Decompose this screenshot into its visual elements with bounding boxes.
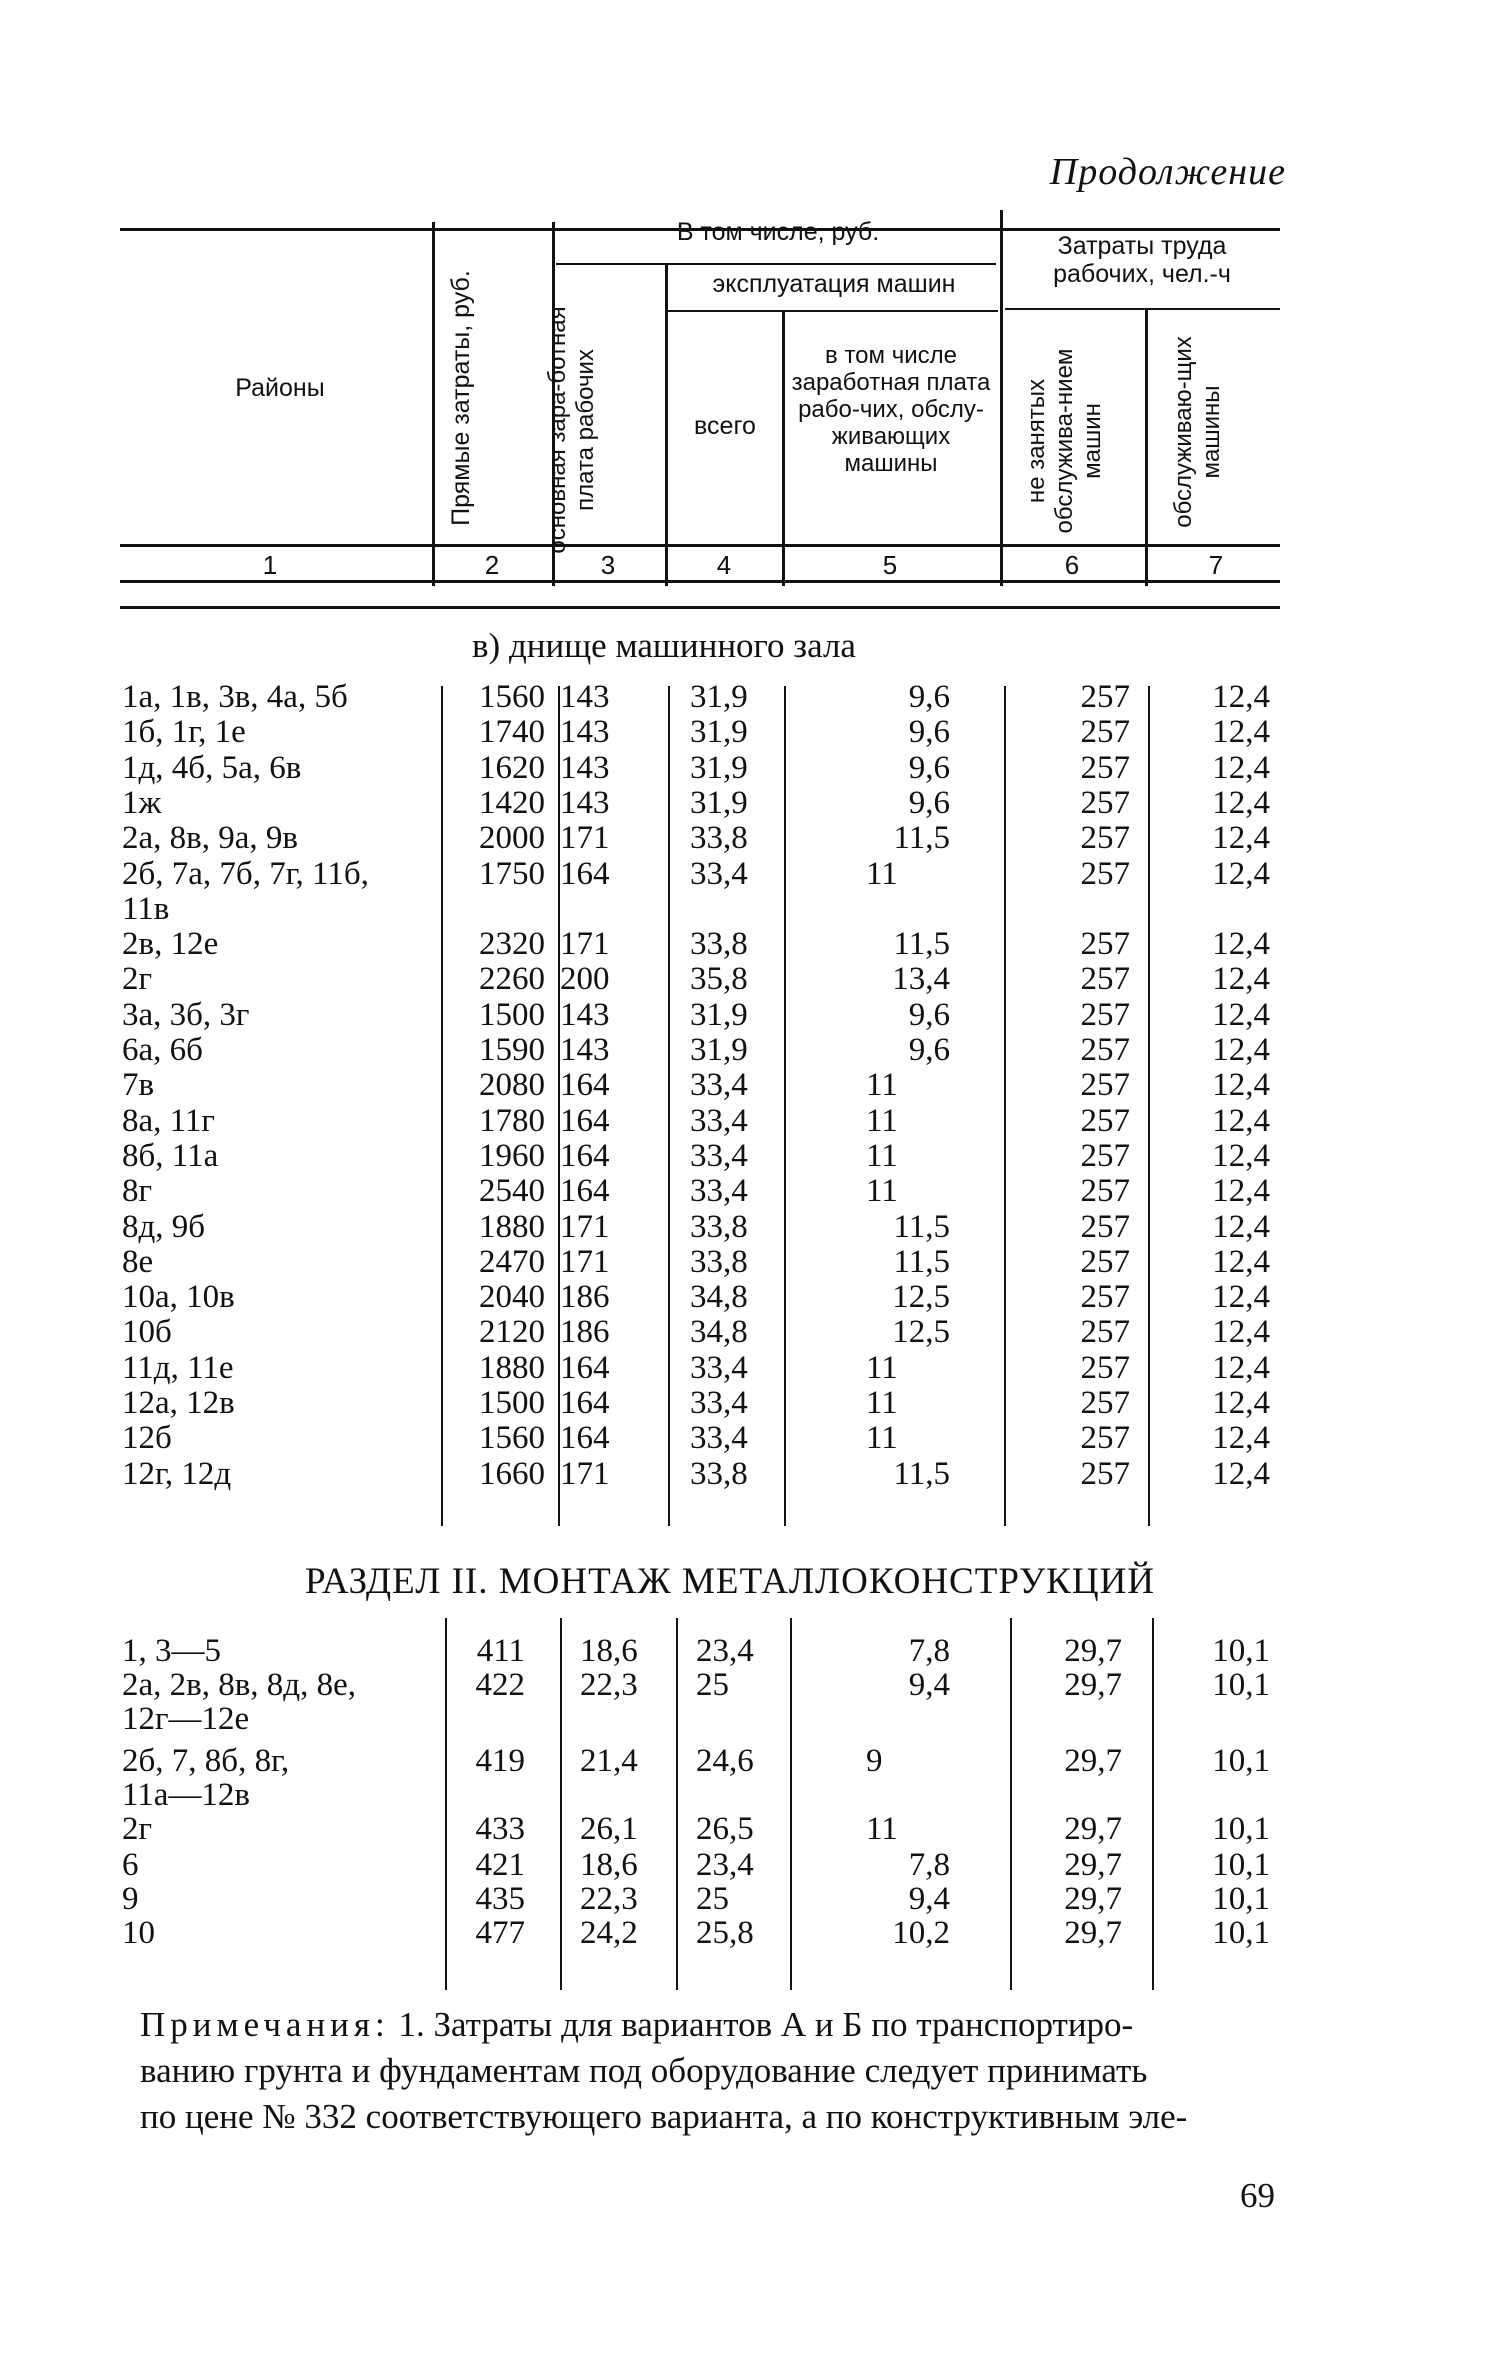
header-incl-wage: в том числе заработная плата рабо-чих, обслу-живающих машины <box>791 342 991 477</box>
cell-c7: 12,4 <box>1212 1385 1270 1421</box>
cell-c6: 257 <box>1080 1279 1130 1316</box>
cell-c3: 186 <box>560 1314 610 1351</box>
cell-region: 8д, 9б <box>122 1208 206 1245</box>
col-number-5: 5 <box>882 550 898 580</box>
cell-c4: 31,9 <box>690 749 748 786</box>
col-divider-5 <box>1000 210 1003 586</box>
cell-c2: 2040 <box>479 1279 545 1316</box>
cell-c3: 186 <box>560 1279 610 1316</box>
cell-region: 8е <box>122 1243 154 1280</box>
table-row <box>0 715 1504 750</box>
cell-c6: 29,7 <box>1064 1633 1122 1669</box>
cell-region: 12г, 12д <box>122 1455 232 1492</box>
cell-region: 11в <box>122 890 170 927</box>
cell-c3: 164 <box>560 1067 610 1104</box>
cell-c2: 2120 <box>479 1314 545 1351</box>
cell-c3: 171 <box>560 1243 610 1280</box>
cell-c2: 1590 <box>479 1032 545 1068</box>
cell-c2: 2000 <box>479 820 545 857</box>
cell-c3: 171 <box>560 926 610 963</box>
cell-c5: 7,8 <box>908 1847 950 1883</box>
cell-c4: 33,4 <box>690 855 748 892</box>
cell-c3: 24,2 <box>580 1915 638 1951</box>
cell-c5: 11 <box>866 1137 898 1174</box>
section-2-title: РАЗДЕЛ II. МОНТАЖ МЕТАЛЛОКОНСТРУКЦИЙ <box>304 1561 1156 1602</box>
cell-c7: 12,4 <box>1212 820 1270 857</box>
cell-c6: 29,7 <box>1064 1881 1122 1917</box>
cell-c2: 2470 <box>479 1243 545 1280</box>
cell-c6: 257 <box>1080 1243 1130 1280</box>
table-row <box>0 1174 1504 1209</box>
header-bottom-rule <box>120 606 1280 609</box>
cell-region: 2в, 12е <box>122 926 219 963</box>
cell-c7: 10,1 <box>1212 1633 1270 1669</box>
cell-c6: 257 <box>1080 1314 1130 1351</box>
cell-c5: 9,6 <box>908 714 950 751</box>
cell-c7: 12,4 <box>1212 1067 1270 1104</box>
cell-region: 2г <box>122 1811 153 1847</box>
cell-c4: 35,8 <box>690 961 748 998</box>
col-number-4: 4 <box>716 550 732 580</box>
cell-region: 8б, 11а <box>122 1137 219 1174</box>
cell-c6: 257 <box>1080 996 1130 1033</box>
col-divider-6 <box>1145 308 1148 586</box>
table-row <box>0 1778 1504 1813</box>
cell-c7: 12,4 <box>1212 679 1270 715</box>
cell-c5: 11 <box>866 1811 898 1847</box>
header-incl-group: В том числе, руб. <box>676 218 880 246</box>
table-row <box>0 1744 1504 1779</box>
cell-c2: 1740 <box>479 714 545 751</box>
cell-c6: 257 <box>1080 1137 1130 1174</box>
cell-c4: 33,4 <box>690 1067 748 1104</box>
cell-c3: 21,4 <box>580 1743 638 1779</box>
cell-region: 10а, 10в <box>122 1279 235 1316</box>
cell-c5: 10,2 <box>892 1915 950 1951</box>
table-row <box>0 1210 1504 1245</box>
cell-c4: 33,4 <box>690 1349 748 1386</box>
cell-c2: 419 <box>475 1743 525 1779</box>
table-row <box>0 1882 1504 1917</box>
cell-c6: 257 <box>1080 784 1130 821</box>
cell-c3: 18,6 <box>580 1847 638 1883</box>
cell-c2: 411 <box>476 1633 525 1669</box>
cell-c5: 11 <box>866 1420 898 1457</box>
cell-c5: 11 <box>866 855 898 892</box>
exploit-sub-rule <box>668 310 998 312</box>
cell-c4: 31,9 <box>690 1032 748 1068</box>
cell-c3: 164 <box>560 855 610 892</box>
footnote-text-1: 1. Затраты для вариантов А и Б по транспортиро- <box>398 2005 1134 2044</box>
cell-c4: 31,9 <box>690 679 748 715</box>
exploit-group-rule <box>556 263 996 265</box>
cell-region: 7в <box>122 1067 155 1104</box>
cell-c4: 33,8 <box>690 1208 748 1245</box>
cell-c6: 257 <box>1080 926 1130 963</box>
cell-c4: 33,8 <box>690 820 748 857</box>
cell-c5: 9 <box>866 1743 883 1779</box>
cell-c3: 164 <box>560 1385 610 1421</box>
cell-c7: 12,4 <box>1212 749 1270 786</box>
cell-c7: 12,4 <box>1212 714 1270 751</box>
table-row <box>0 1068 1504 1103</box>
header-regions: Районы <box>235 374 325 402</box>
cell-c3: 171 <box>560 1208 610 1245</box>
cell-c5: 9,6 <box>908 1032 950 1068</box>
cell-c5: 7,8 <box>908 1633 950 1669</box>
cell-c7: 12,4 <box>1212 1349 1270 1386</box>
cell-region: 2б, 7, 8б, 8г, <box>122 1743 290 1779</box>
cell-region: 10б <box>122 1314 172 1351</box>
cell-c6: 257 <box>1080 1455 1130 1492</box>
table-row <box>0 1245 1504 1280</box>
cell-c4: 33,4 <box>690 1173 748 1210</box>
cell-c6: 257 <box>1080 1385 1130 1421</box>
table-row <box>0 1315 1504 1350</box>
header-not-busy: не занятых обслужива-нием машин <box>1023 348 1106 534</box>
table-row <box>0 892 1504 927</box>
table-row <box>0 821 1504 856</box>
header-direct-costs: Прямые затраты, руб. <box>447 270 475 526</box>
cell-c4: 33,8 <box>690 926 748 963</box>
cell-c5: 9,4 <box>908 1881 950 1917</box>
table-row <box>0 1916 1504 1951</box>
cell-c7: 12,4 <box>1212 1208 1270 1245</box>
cell-c7: 12,4 <box>1212 1314 1270 1351</box>
cell-c5: 9,6 <box>908 679 950 715</box>
cell-c3: 164 <box>560 1102 610 1139</box>
cell-region: 1д, 4б, 5а, 6в <box>122 749 302 786</box>
cell-c7: 12,4 <box>1212 1173 1270 1210</box>
cell-c7: 12,4 <box>1212 1279 1270 1316</box>
table-row <box>0 1033 1504 1068</box>
cell-c7: 12,4 <box>1212 926 1270 963</box>
cell-c3: 143 <box>560 749 610 786</box>
cell-c5: 11,5 <box>893 926 950 963</box>
cell-c4: 34,8 <box>690 1314 748 1351</box>
cell-region: 2г <box>122 961 153 998</box>
cell-c7: 12,4 <box>1212 1243 1270 1280</box>
cell-c7: 12,4 <box>1212 1137 1270 1174</box>
cell-c7: 10,1 <box>1212 1847 1270 1883</box>
footnote-line-3: по цене № 332 соответствующего варианта, а по конструктивным эле- <box>140 2097 1188 2136</box>
cell-c3: 164 <box>560 1137 610 1174</box>
cell-c4: 24,6 <box>696 1743 754 1779</box>
header-serving: обслуживаю-щих машины <box>1170 336 1225 528</box>
cell-c5: 11 <box>866 1067 898 1104</box>
col-number-3: 3 <box>600 550 616 580</box>
cell-region: 1б, 1г, 1е <box>122 714 246 751</box>
cell-c7: 10,1 <box>1212 1743 1270 1779</box>
table-row <box>0 1457 1504 1492</box>
cell-c2: 1880 <box>479 1349 545 1386</box>
cell-c2: 422 <box>475 1667 525 1703</box>
cell-c4: 34,8 <box>690 1279 748 1316</box>
cell-c4: 33,8 <box>690 1243 748 1280</box>
cell-c6: 257 <box>1080 1032 1130 1068</box>
cell-c4: 23,4 <box>696 1847 754 1883</box>
cell-region: 9 <box>122 1881 139 1917</box>
cell-c6: 29,7 <box>1064 1915 1122 1951</box>
cell-c7: 10,1 <box>1212 1811 1270 1847</box>
cell-region: 1, 3—5 <box>122 1633 221 1669</box>
cell-c3: 164 <box>560 1173 610 1210</box>
cell-c4: 25 <box>696 1667 729 1703</box>
header-total: всего <box>694 412 756 440</box>
col-number-7: 7 <box>1208 550 1224 580</box>
cell-c4: 33,4 <box>690 1137 748 1174</box>
cell-c2: 1420 <box>479 784 545 821</box>
cell-region: 8г <box>122 1173 153 1210</box>
cell-c4: 31,9 <box>690 996 748 1033</box>
cell-c2: 435 <box>475 1881 525 1917</box>
cell-c4: 31,9 <box>690 784 748 821</box>
cell-c3: 164 <box>560 1420 610 1457</box>
table-row <box>0 751 1504 786</box>
cell-c7: 12,4 <box>1212 996 1270 1033</box>
cell-c2: 1780 <box>479 1102 545 1139</box>
footnote-label: Примечания: <box>140 2005 390 2044</box>
cell-c2: 2260 <box>479 961 545 998</box>
table-row <box>0 1634 1504 1669</box>
cell-c2: 1500 <box>479 996 545 1033</box>
header-exploit-group: эксплуатация машин <box>712 270 956 298</box>
cell-c2: 1620 <box>479 749 545 786</box>
cell-c4: 33,4 <box>690 1102 748 1139</box>
cell-c5: 11,5 <box>893 820 950 857</box>
table-row <box>0 1280 1504 1315</box>
cell-region: 12б <box>122 1420 172 1457</box>
table-row <box>0 1702 1504 1737</box>
cell-c3: 143 <box>560 784 610 821</box>
cell-c2: 1560 <box>479 1420 545 1457</box>
cell-c5: 11 <box>866 1173 898 1210</box>
table-row <box>0 1421 1504 1456</box>
table-row <box>0 1668 1504 1703</box>
cell-c6: 29,7 <box>1064 1743 1122 1779</box>
cell-c5: 13,4 <box>892 961 950 998</box>
table-row <box>0 1139 1504 1174</box>
cell-c5: 9,6 <box>908 749 950 786</box>
col-divider-4 <box>782 310 785 586</box>
cell-c5: 9,6 <box>908 784 950 821</box>
cell-region: 8а, 11г <box>122 1102 215 1139</box>
col-number-2: 2 <box>484 550 500 580</box>
cell-c2: 2540 <box>479 1173 545 1210</box>
table-row <box>0 1351 1504 1386</box>
cell-c5: 12,5 <box>892 1279 950 1316</box>
table-row <box>0 1848 1504 1883</box>
cell-region: 6а, 6б <box>122 1032 203 1068</box>
cell-c5: 11,5 <box>893 1243 950 1280</box>
cell-region: 12г—12е <box>122 1701 250 1737</box>
cell-c3: 171 <box>560 820 610 857</box>
cell-c3: 164 <box>560 1349 610 1386</box>
cell-c7: 12,4 <box>1212 1032 1270 1068</box>
cell-region: 2а, 2в, 8в, 8д, 8е, <box>122 1667 356 1703</box>
table-row <box>0 1812 1504 1847</box>
cell-c3: 22,3 <box>580 1667 638 1703</box>
cell-region: 12а, 12в <box>122 1385 235 1421</box>
cell-c2: 1560 <box>479 679 545 715</box>
cell-region: 6 <box>122 1847 139 1883</box>
cell-c3: 200 <box>560 961 610 998</box>
cell-c2: 1750 <box>479 855 545 892</box>
cell-region: 3а, 3б, 3г <box>122 996 250 1033</box>
cell-c4: 23,4 <box>696 1633 754 1669</box>
cell-c5: 12,5 <box>892 1314 950 1351</box>
col-number-6: 6 <box>1064 550 1080 580</box>
page-number: 69 <box>1240 2176 1275 2215</box>
cell-c4: 33,4 <box>690 1420 748 1457</box>
cell-c2: 1960 <box>479 1137 545 1174</box>
cell-c6: 29,7 <box>1064 1811 1122 1847</box>
cell-c4: 31,9 <box>690 714 748 751</box>
cell-region: 11д, 11е <box>122 1349 234 1386</box>
cell-region: 1а, 1в, 3в, 4а, 5б <box>122 679 348 715</box>
cell-c6: 257 <box>1080 749 1130 786</box>
cell-c7: 12,4 <box>1212 1102 1270 1139</box>
cell-c3: 143 <box>560 1032 610 1068</box>
table-row <box>0 680 1504 715</box>
cell-region: 10 <box>122 1915 155 1951</box>
cell-c3: 143 <box>560 714 610 751</box>
cell-c4: 33,4 <box>690 1385 748 1421</box>
footnote <box>140 2002 1300 2140</box>
cell-c5: 11 <box>866 1102 898 1139</box>
cell-c7: 12,4 <box>1212 961 1270 998</box>
cell-c2: 1500 <box>479 1385 545 1421</box>
cell-c5: 9,6 <box>908 996 950 1033</box>
cell-c3: 171 <box>560 1455 610 1492</box>
cell-c5: 11,5 <box>893 1455 950 1492</box>
cell-c3: 18,6 <box>580 1633 638 1669</box>
cell-c7: 12,4 <box>1212 784 1270 821</box>
cell-c6: 257 <box>1080 1349 1130 1386</box>
cell-c6: 257 <box>1080 1173 1130 1210</box>
footnote-line-2: ванию грунта и фундаментам под оборудование следует принимать <box>140 2051 1148 2090</box>
cell-c5: 11 <box>866 1349 898 1386</box>
cell-region: 2б, 7а, 7б, 7г, 11б, <box>122 855 369 892</box>
cell-c7: 12,4 <box>1212 1455 1270 1492</box>
cell-c3: 143 <box>560 679 610 715</box>
cell-c7: 10,1 <box>1212 1881 1270 1917</box>
cell-c3: 26,1 <box>580 1811 638 1847</box>
continuation-label: Продолжение <box>1049 151 1286 193</box>
cell-c2: 1880 <box>479 1208 545 1245</box>
cell-c2: 477 <box>475 1915 525 1951</box>
cell-c4: 25 <box>696 1881 729 1917</box>
section-v-title: в) днище машинного зала <box>472 626 856 665</box>
cell-c7: 12,4 <box>1212 855 1270 892</box>
cell-c4: 25,8 <box>696 1915 754 1951</box>
cell-c6: 257 <box>1080 1208 1130 1245</box>
cell-c3: 22,3 <box>580 1881 638 1917</box>
col-divider-1 <box>432 222 435 586</box>
table-row <box>0 962 1504 997</box>
cell-c4: 26,5 <box>696 1811 754 1847</box>
cell-region: 2а, 8в, 9а, 9в <box>122 820 298 857</box>
table-row <box>0 998 1504 1033</box>
cell-c6: 257 <box>1080 820 1130 857</box>
cell-c7: 10,1 <box>1212 1915 1270 1951</box>
cell-c6: 29,7 <box>1064 1847 1122 1883</box>
cell-c7: 10,1 <box>1212 1667 1270 1703</box>
cell-c5: 11 <box>866 1385 898 1421</box>
cell-c6: 29,7 <box>1064 1667 1122 1703</box>
cell-c5: 11,5 <box>893 1208 950 1245</box>
cell-region: 11а—12в <box>122 1777 251 1813</box>
cell-c6: 257 <box>1080 1420 1130 1457</box>
cell-c6: 257 <box>1080 1067 1130 1104</box>
cell-c2: 433 <box>475 1811 525 1847</box>
cell-c6: 257 <box>1080 1102 1130 1139</box>
cell-c2: 1660 <box>479 1455 545 1492</box>
header-labor-group: Затраты труда рабочих, чел.-ч <box>1053 232 1231 288</box>
cell-c6: 257 <box>1080 855 1130 892</box>
table-row <box>0 857 1504 892</box>
header-base-wage: основная зара-ботная плата рабочих <box>544 306 599 554</box>
table-row <box>0 1104 1504 1139</box>
cell-c7: 12,4 <box>1212 1420 1270 1457</box>
col-number-1: 1 <box>262 550 278 580</box>
cell-c2: 2080 <box>479 1067 545 1104</box>
cell-c6: 257 <box>1080 679 1130 715</box>
table-row <box>0 1386 1504 1421</box>
footnote-line-1 <box>140 2002 1300 2048</box>
cell-c6: 257 <box>1080 961 1130 998</box>
cell-c4: 33,8 <box>690 1455 748 1492</box>
cell-c6: 257 <box>1080 714 1130 751</box>
cell-c2: 421 <box>475 1847 525 1883</box>
labor-group-rule <box>1005 308 1280 310</box>
cell-region: 1ж <box>122 784 162 821</box>
table-row <box>0 927 1504 962</box>
table-row <box>0 786 1504 821</box>
cell-c5: 9,4 <box>908 1667 950 1703</box>
cell-c2: 2320 <box>479 926 545 963</box>
cell-c3: 143 <box>560 996 610 1033</box>
